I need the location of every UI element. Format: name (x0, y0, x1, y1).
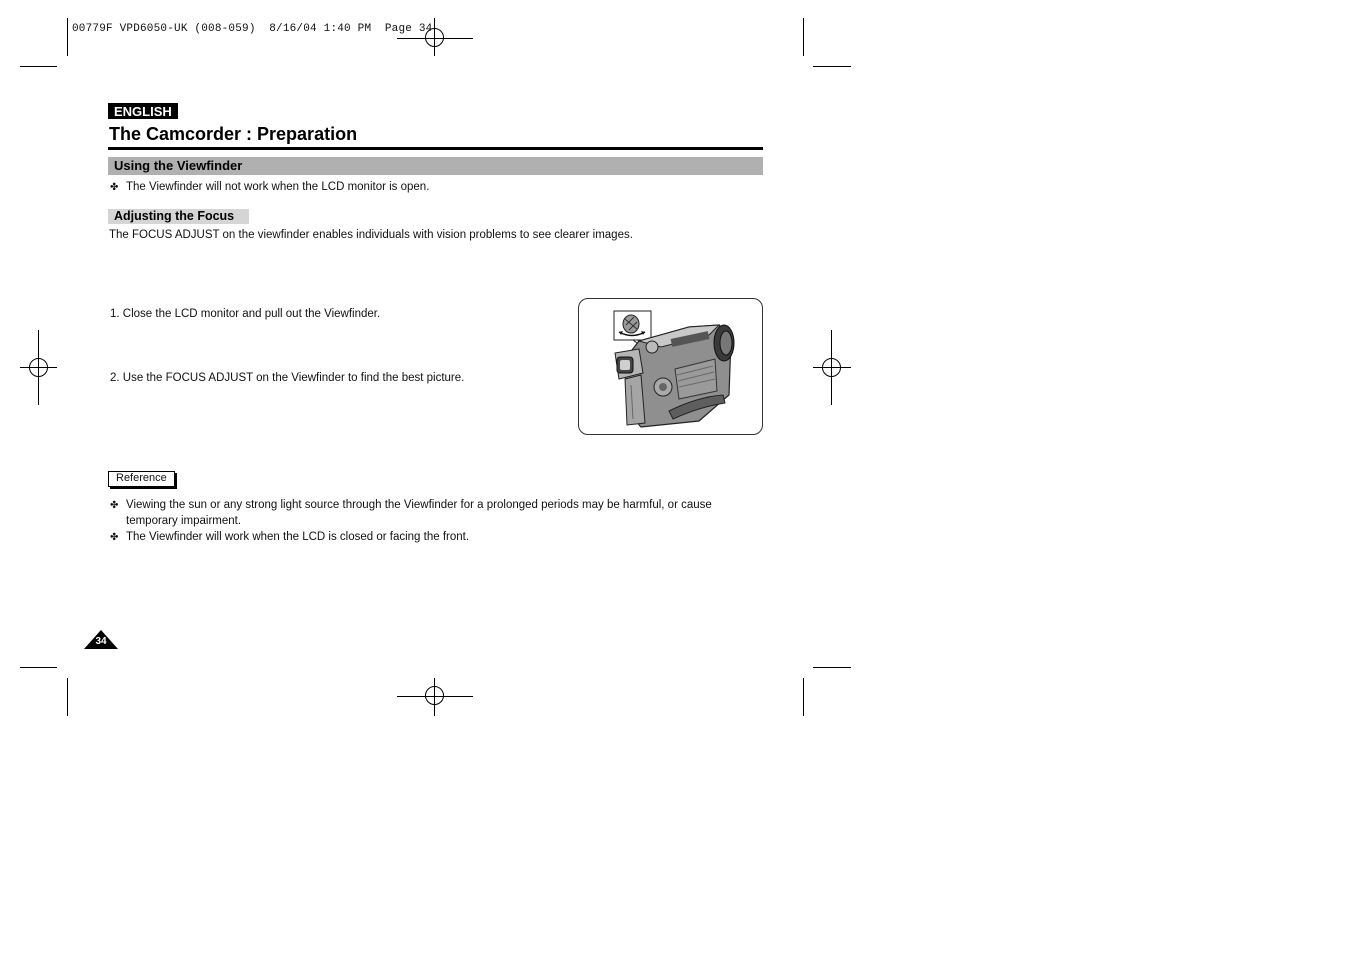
reference-item-text: The Viewfinder will work when the LCD is closed or facing the front. (126, 531, 470, 543)
reference-label: Reference (108, 471, 175, 487)
title-rule (108, 147, 763, 150)
bullet-icon: ✤ (110, 500, 119, 511)
subsection-intro: The FOCUS ADJUST on the viewfinder enables individuals with vision problems to see clearer images. (109, 229, 633, 241)
page-number-badge (84, 630, 118, 650)
step-2: 2. Use the FOCUS ADJUST on the Viewfinder to find the best picture. (110, 372, 465, 384)
step-1: 1. Close the LCD monitor and pull out the Viewfinder. (110, 308, 381, 320)
camcorder-illustration (578, 298, 763, 435)
bullet-icon: ✤ (110, 182, 119, 193)
bullet-icon: ✤ (110, 532, 119, 543)
section-header (108, 157, 763, 175)
subsection-title: Adjusting the Focus (114, 209, 235, 223)
camcorder-icon (579, 299, 762, 434)
page-title: The Camcorder : Preparation (109, 124, 358, 144)
reference-item-text: Viewing the sun or any strong light source through the Viewfinder for a prolonged periods may be harmful, or cause temporary impairment. (126, 499, 712, 527)
page-number: 34 (95, 636, 107, 647)
language-badge: ENGLISH (108, 103, 178, 119)
section-note-text: The Viewfinder will not work when the LCD monitor is open. (126, 181, 430, 193)
subsection-header (108, 209, 249, 224)
print-slug-line: 00779F VPD6050-UK (008-059) 8/16/04 1:40 PM Page 34 (72, 23, 433, 35)
section-title: Using the Viewfinder (114, 158, 243, 173)
